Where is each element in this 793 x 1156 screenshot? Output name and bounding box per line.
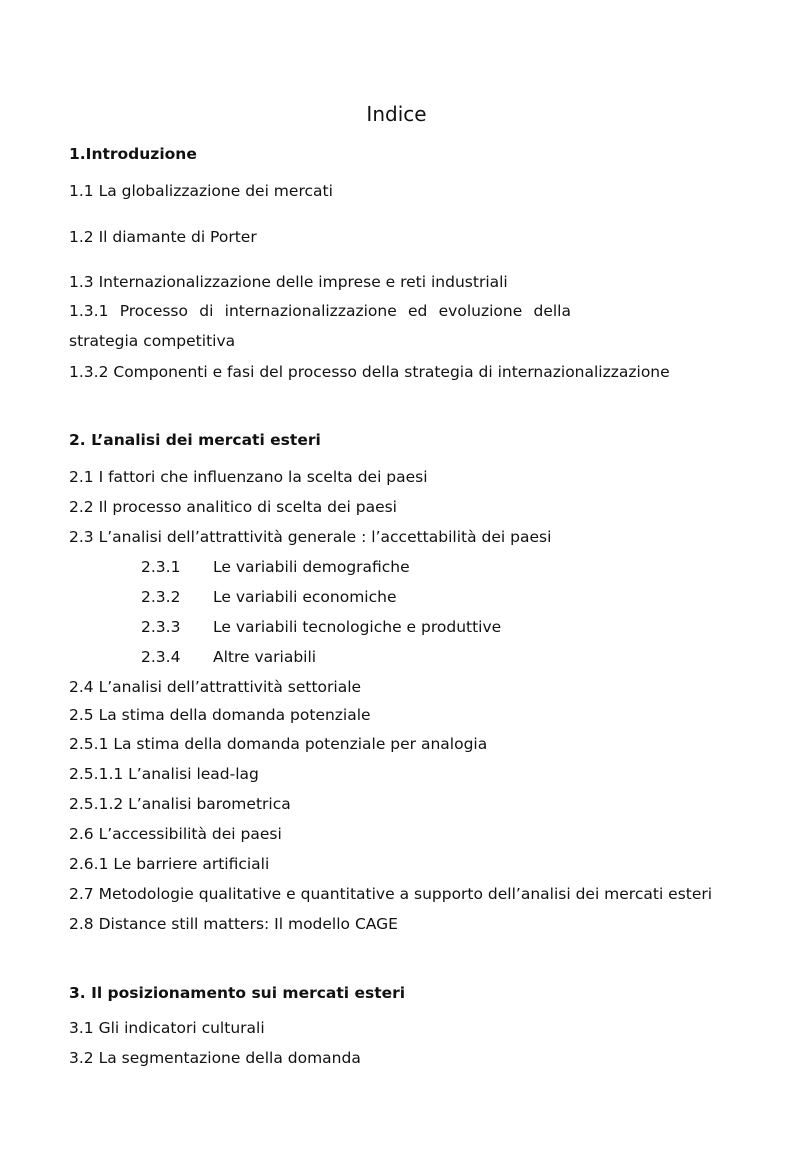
toc-item-3-1: 3.1 Gli indicatori culturali	[69, 1019, 265, 1037]
toc-word: Processo	[119, 302, 188, 320]
toc-subitem-label: Le variabili economiche	[213, 588, 397, 606]
toc-item-2-5-1-2: 2.5.1.2 L’analisi barometrica	[69, 795, 291, 813]
toc-item-2-1: 2.1 I fattori che influenzano la scelta dei paesi	[69, 468, 428, 486]
toc-item-1-3-1	[69, 304, 571, 320]
toc-subitem-label: Le variabili tecnologiche e produttive	[213, 618, 502, 636]
toc-item-2-6-1: 2.6.1 Le barriere artificiali	[69, 855, 270, 873]
toc-word: ed	[408, 302, 428, 320]
toc-item-2-2: 2.2 Il processo analitico di scelta dei paesi	[69, 498, 397, 516]
toc-subitem	[141, 620, 501, 636]
toc-subitem-number: 2.3.4	[141, 648, 181, 666]
toc-item-1-3-2: 1.3.2 Componenti e fasi del processo della strategia di internazionalizzazione	[69, 363, 670, 381]
toc-item-2-5-1-1: 2.5.1.1 L’analisi lead-lag	[69, 765, 259, 783]
toc-subitem-number: 2.3.1	[141, 558, 181, 576]
toc-item-2-5-1: 2.5.1 La stima della domanda potenziale per analogia	[69, 735, 488, 753]
chapter-1-heading: 1.Introduzione	[69, 145, 197, 163]
chapter-3-heading: 3. Il posizionamento sui mercati esteri	[69, 984, 406, 1002]
toc-item-3-2: 3.2 La segmentazione della domanda	[69, 1049, 361, 1067]
toc-item-2-7: 2.7 Metodologie qualitative e quantitative a supporto dell’analisi dei mercati esteri	[69, 885, 713, 903]
toc-item-2-5: 2.5 La stima della domanda potenziale	[69, 706, 371, 724]
chapter-2-heading: 2. L’analisi dei mercati esteri	[69, 431, 321, 449]
page-title: Indice	[366, 102, 427, 126]
toc-word: internazionalizzazione	[224, 302, 397, 320]
toc-item-2-8: 2.8 Distance still matters: Il modello CAGE	[69, 915, 398, 933]
toc-item-1-3-1-cont: strategia competitiva	[69, 332, 236, 350]
toc-subitem	[141, 590, 397, 606]
toc-subitem	[141, 650, 316, 666]
toc-item-1-2: 1.2 Il diamante di Porter	[69, 228, 257, 246]
toc-word: della	[533, 302, 571, 320]
toc-subitem-number: 2.3.3	[141, 618, 181, 636]
toc-item-1-1: 1.1 La globalizzazione dei mercati	[69, 182, 333, 200]
toc-word: 1.3.1	[69, 302, 109, 320]
toc-subitem-label: Altre variabili	[213, 648, 317, 666]
toc-item-2-6: 2.6 L’accessibilità dei paesi	[69, 825, 282, 843]
toc-word: evoluzione	[438, 302, 523, 320]
toc-subitem	[141, 560, 410, 576]
toc-item-2-4: 2.4 L’analisi dell’attrattività settoriale	[69, 678, 362, 696]
toc-subitem-number: 2.3.2	[141, 588, 181, 606]
toc-item-1-3: 1.3 Internazionalizzazione delle imprese e reti industriali	[69, 273, 508, 291]
toc-subitem-label: Le variabili demografiche	[213, 558, 410, 576]
toc-word: di	[199, 302, 214, 320]
toc-item-2-3: 2.3 L’analisi dell’attrattività generale : l’accettabilità dei paesi	[69, 528, 552, 546]
